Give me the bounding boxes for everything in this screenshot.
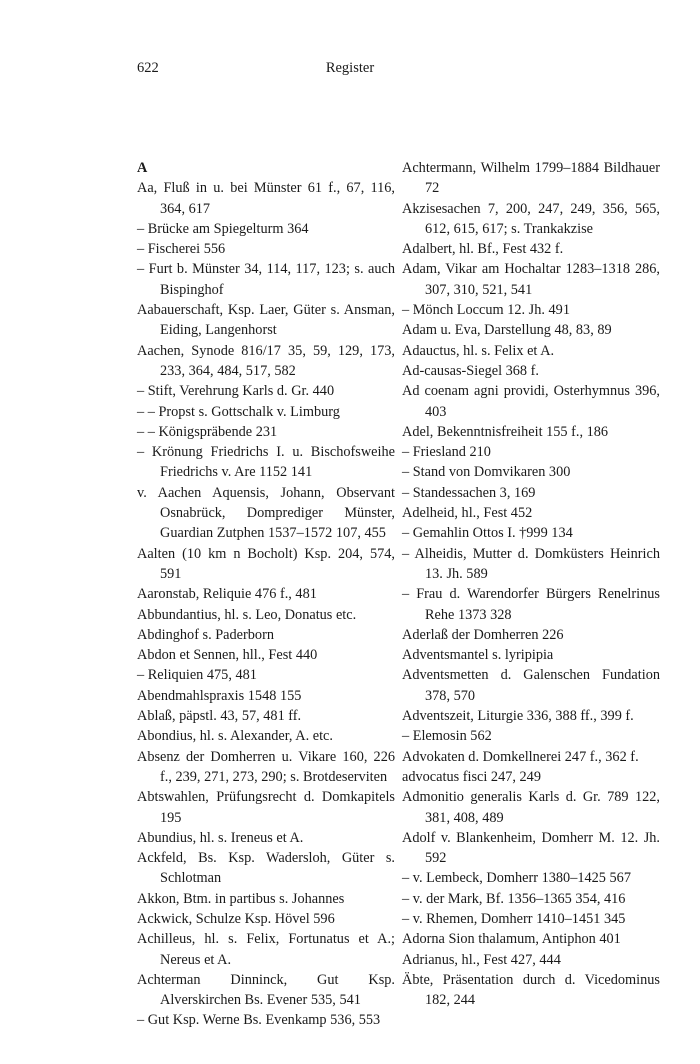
index-entry: – Furt b. Münster 34, 114, 117, 123; s. auch Bispinghof [137,261,395,298]
index-entry: – v. Lembeck, Domherr 1380–1425 567 [402,870,631,887]
index-entry: Achtermann, Wilhelm 1799–1884 Bildhauer 72 [402,160,660,197]
index-entry: Ackwick, Schulze Ksp. Hövel 596 [137,910,335,927]
index-entry: Akzisesachen 7, 200, 247, 249, 356, 565, 612, 615, 617; s. Trankakzise [402,200,660,237]
index-entry: Adrianus, hl., Fest 427, 444 [402,951,561,968]
index-entry: – Alheidis, Mutter d. Domküsters Heinrich 13. Jh. 589 [402,545,660,582]
index-entry: – Gut Ksp. Werne Bs. Evenkamp 536, 553 [137,1012,381,1029]
index-entry: Abbundantius, hl. s. Leo, Donatus etc. [137,606,357,623]
index-entry: Aa, Fluß in u. bei Münster 61 f., 67, 116, 364, 617 [137,180,395,217]
index-entry: Aderlaß der Domherren 226 [402,626,564,643]
index-entry: – Reliquien 475, 481 [137,667,257,684]
index-entry: – Fischerei 556 [137,241,226,258]
index-entry: Adam, Vikar am Hochaltar 1283–1318 286, 307, 310, 521, 541 [402,261,660,298]
index-entry: Abundius, hl. s. Ireneus et A. [137,829,304,846]
index-entry: Adorna Sion thalamum, Antiphon 401 [402,931,621,948]
index-entry: – v. der Mark, Bf. 1356–1365 354, 416 [402,890,626,907]
index-entry: – Mönch Loccum 12. Jh. 491 [402,302,570,319]
index-entry: Adam u. Eva, Darstellung 48, 83, 89 [402,322,612,339]
index-entry: Abendmahlspraxis 1548 155 [137,687,302,704]
index-entry: – Krönung Friedrichs I. u. Bischofsweihe Friedrichs v. Are 1152 141 [137,444,395,481]
index-entry: Adolf v. Blankenheim, Domherr M. 12. Jh. 592 [402,829,660,867]
index-entry: Ablaß, päpstl. 43, 57, 481 ff. [137,708,302,725]
index-entry: – Brücke am Spiegelturm 364 [137,220,309,237]
index-entry: Adelheid, hl., Fest 452 [402,505,533,522]
index-entry: – Standessachen 3, 169 [402,484,536,501]
left-column [137,158,395,1031]
index-entry: Abdinghof s. Paderborn [137,626,274,643]
right-entry-list [402,158,660,1010]
index-entry: v. Aachen Aquensis, Johann, Observant Osnabrück, Domprediger Münster, Guardian Zutphen 1537–1572 107, 455 [137,484,395,542]
index-entry: Achterman Dinninck, Gut Ksp. Alverskirchen Bs. Evener 535, 541 [137,971,395,1009]
index-entry: Äbte, Präsentation durch d. Vicedominus 182, 244 [402,971,660,1009]
index-entry: – Stift, Verehrung Karls d. Gr. 440 [137,383,335,400]
index-entry: Aalten (10 km n Bocholt) Ksp. 204, 574, 591 [137,545,395,582]
index-entry: Adventsmantel s. lyripipia [402,647,554,664]
index-entry: – Gemahlin Ottos I. †999 134 [402,525,573,542]
index-entry: – Friesland 210 [402,444,491,461]
index-entry: Adalbert, hl. Bf., Fest 432 f. [402,241,564,258]
index-entry: – v. Rhemen, Domherr 1410–1451 345 [402,910,626,927]
index-entry: Admonitio generalis Karls d. Gr. 789 122, 381, 408, 489 [402,789,660,826]
index-entry: Akkon, Btm. in partibus s. Johannes [137,890,345,907]
section-letter: A [137,160,148,176]
page-header [0,60,700,84]
index-entry: Aachen, Synode 816/17 35, 59, 129, 173, 233, 364, 484, 517, 582 [137,342,395,379]
running-title: Register [325,60,375,76]
index-entry: Ackfeld, Bs. Ksp. Wadersloh, Güter s. Schlotman [137,850,395,887]
index-entry: – – Königspräbende 231 [137,423,278,440]
index-entry: Adel, Bekenntnisfreiheit 155 f., 186 [402,423,609,440]
index-entry: Aaronstab, Reliquie 476 f., 481 [137,586,317,603]
index-entry: Adventsmetten d. Galenschen Fundation 378, 570 [402,667,660,704]
index-entry: Abtswahlen, Prüfungsrecht d. Domkapitels 195 [137,789,395,826]
index-entry: Absenz der Domherren u. Vikare 160, 226 f., 239, 271, 273, 290; s. Brotdeserviten [137,748,395,785]
index-entry: – Stand von Domvikaren 300 [402,464,571,481]
index-entry: Ad coenam agni providi, Osterhymnus 396, 403 [402,383,660,420]
index-entry: Abdon et Sennen, hll., Fest 440 [137,647,318,664]
left-entry-list [137,178,395,1030]
index-entry: Adauctus, hl. s. Felix et A. [402,342,555,359]
index-entry: – Frau d. Warendorfer Bürgers Renelrinus Rehe 1373 328 [402,586,660,623]
index-entry: – Elemosin 562 [402,728,492,745]
index-entry: Aabauerschaft, Ksp. Laer, Güter s. Ansman, Eiding, Langenhorst [137,302,395,339]
page-number: 622 [137,60,159,76]
index-entry: Adventszeit, Liturgie 336, 388 ff., 399 f. [402,708,634,725]
right-column [402,158,660,1010]
index-entry: Achilleus, hl. s. Felix, Fortunatus et A.; Nereus et A. [137,931,395,968]
index-entry: – – Propst s. Gottschalk v. Limburg [137,403,340,420]
index-entry: Ad-causas-Siegel 368 f. [402,362,539,379]
index-entry: advocatus fisci 247, 249 [402,768,541,785]
index-entry: Advokaten d. Domkellnerei 247 f., 362 f. [402,748,639,765]
index-entry: Abondius, hl. s. Alexander, A. etc. [137,728,333,745]
